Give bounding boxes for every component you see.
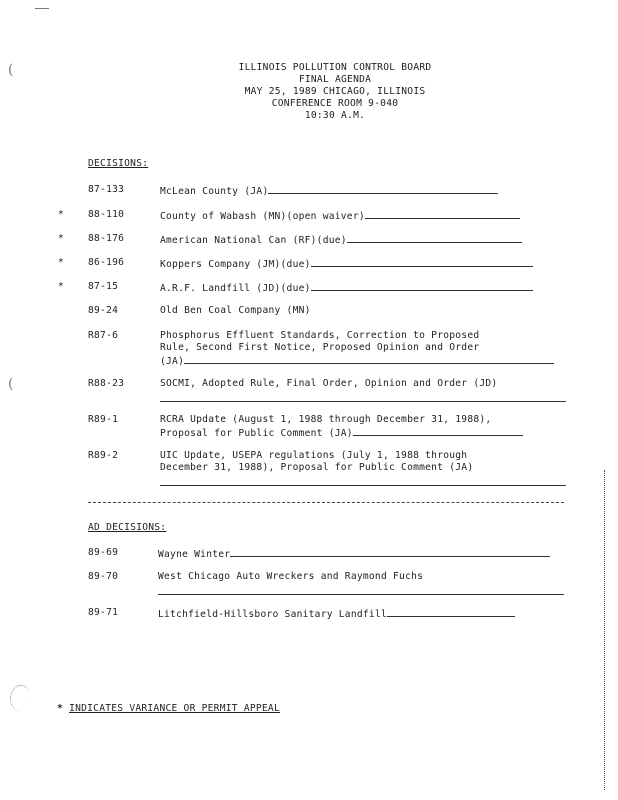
case-title: McLean County (JA) <box>160 186 269 197</box>
meeting-room: CONFERENCE ROOM 9-040 <box>271 98 399 109</box>
case-title-continued: December 31, 1988), Proposal for Public Comment (JA) <box>160 462 474 473</box>
case-number: 87-15 <box>88 281 119 292</box>
appeal-star: * <box>58 281 65 292</box>
blank-line <box>184 354 554 364</box>
blank-line <box>311 257 533 267</box>
case-title-continued: Rule, Second First Notice, Proposed Opinion and Order <box>160 342 480 353</box>
case-number: 88-176 <box>88 233 125 244</box>
case-title-continued: (JA) <box>160 356 185 367</box>
blank-line <box>365 209 520 219</box>
agenda-header <box>170 62 500 122</box>
case-number: R88-23 <box>88 378 125 389</box>
scan-artifact <box>35 8 49 9</box>
case-title: A.R.F. Landfill (JD)(due) <box>160 283 311 294</box>
footnote-text: INDICATES VARIANCE OR PERMIT APPEAL <box>69 703 280 714</box>
blank-line <box>311 281 533 291</box>
meeting-date-location: MAY 25, 1989 CHICAGO, ILLINOIS <box>244 86 426 97</box>
scan-artifact <box>10 685 31 712</box>
appeal-star: * <box>58 233 65 244</box>
case-number: 86-196 <box>88 257 125 268</box>
section-divider <box>88 502 564 503</box>
page-edge <box>604 470 607 790</box>
board-name: ILLINOIS POLLUTION CONTROL BOARD <box>238 62 432 73</box>
margin-mark: ( <box>8 376 14 392</box>
blank-line <box>353 426 523 436</box>
blank-line <box>268 184 498 194</box>
case-number: R87-6 <box>88 330 119 341</box>
case-title-continued: Proposal for Public Comment (JA) <box>160 428 353 439</box>
case-title: Koppers Company (JM)(due) <box>160 259 311 270</box>
appeal-star: * <box>58 209 65 220</box>
case-title: UIC Update, USEPA regulations (July 1, 1988 through <box>160 450 468 461</box>
case-number: 88-110 <box>88 209 125 220</box>
blank-line <box>230 547 550 557</box>
margin-mark: ( <box>8 62 14 78</box>
case-number: R89-1 <box>88 414 119 425</box>
blank-line <box>160 474 566 486</box>
appeal-star: * <box>58 257 65 268</box>
blank-line <box>158 583 564 595</box>
decisions-heading: DECISIONS: <box>88 158 149 169</box>
case-title: SOCMI, Adopted Rule, Final Order, Opinion and Order (JD) <box>160 378 498 389</box>
agenda-type: FINAL AGENDA <box>298 74 372 85</box>
footnote <box>57 703 280 714</box>
case-title: Wayne Winter <box>158 549 231 560</box>
footnote-star: * <box>57 703 64 714</box>
case-number: 89-71 <box>88 607 119 618</box>
blank-line <box>347 233 522 243</box>
case-number: R89-2 <box>88 450 119 461</box>
case-title: County of Wabash (MN)(open waiver) <box>160 211 365 222</box>
blank-line <box>160 390 566 402</box>
case-title: RCRA Update (August 1, 1988 through December 31, 1988), <box>160 414 492 425</box>
ad-decisions-heading: AD DECISIONS: <box>88 522 167 533</box>
case-title: American National Can (RF)(due) <box>160 235 347 246</box>
meeting-time: 10:30 A.M. <box>304 110 366 121</box>
case-title: Old Ben Coal Company (MN) <box>160 305 311 316</box>
case-number: 89-69 <box>88 547 119 558</box>
case-title: West Chicago Auto Wreckers and Raymond Fuchs <box>158 571 424 582</box>
blank-line <box>387 607 515 617</box>
case-title: Litchfield-Hillsboro Sanitary Landfill <box>158 609 387 620</box>
case-number: 87-133 <box>88 184 125 195</box>
case-number: 89-24 <box>88 305 119 316</box>
case-number: 89-70 <box>88 571 119 582</box>
case-title: Phosphorus Effluent Standards, Correction to Proposed <box>160 330 480 341</box>
